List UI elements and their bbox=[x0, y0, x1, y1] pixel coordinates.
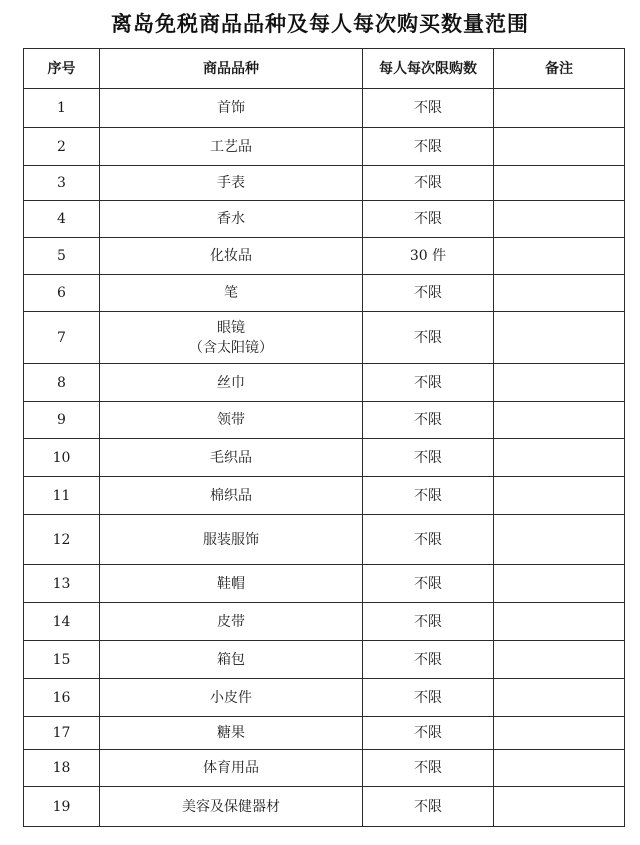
row-purchase-limit: 30 件 bbox=[363, 238, 494, 275]
table-row bbox=[24, 477, 625, 515]
row-remarks bbox=[494, 364, 625, 402]
row-purchase-limit: 不限 bbox=[363, 565, 494, 603]
row-product-category bbox=[100, 787, 363, 827]
row-remarks bbox=[494, 439, 625, 477]
row-product-category bbox=[100, 238, 363, 275]
row-product-category bbox=[100, 402, 363, 439]
product-name: 笔 bbox=[224, 285, 238, 301]
row-purchase-limit: 不限 bbox=[363, 787, 494, 827]
row-serial-number: 16 bbox=[24, 679, 100, 717]
row-serial-number: 11 bbox=[24, 477, 100, 515]
row-product-category bbox=[100, 515, 363, 565]
row-product-category bbox=[100, 312, 363, 364]
product-name: 工艺品 bbox=[210, 138, 252, 155]
row-product-category bbox=[100, 477, 363, 515]
table-row bbox=[24, 515, 625, 565]
row-product-category bbox=[100, 750, 363, 787]
row-remarks bbox=[494, 477, 625, 515]
row-remarks bbox=[494, 717, 625, 750]
product-name: 皮带 bbox=[217, 613, 245, 630]
row-product-category bbox=[100, 439, 363, 477]
product-name: 小皮件 bbox=[210, 689, 252, 706]
row-remarks bbox=[494, 128, 625, 166]
row-purchase-limit: 不限 bbox=[363, 364, 494, 402]
row-serial-number: 13 bbox=[24, 565, 100, 603]
row-remarks bbox=[494, 238, 625, 275]
row-remarks bbox=[494, 787, 625, 827]
row-remarks bbox=[494, 515, 625, 565]
product-name: 美容及保健器材 bbox=[182, 798, 280, 815]
row-purchase-limit: 不限 bbox=[363, 477, 494, 515]
table-row bbox=[24, 128, 625, 166]
purchase-limit-table bbox=[23, 48, 625, 827]
row-purchase-limit: 不限 bbox=[363, 439, 494, 477]
table-row bbox=[24, 238, 625, 275]
row-serial-number: 17 bbox=[24, 717, 100, 750]
row-serial-number: 6 bbox=[24, 275, 100, 312]
row-purchase-limit: 不限 bbox=[363, 641, 494, 679]
product-name: 糖果 bbox=[217, 725, 245, 741]
row-product-category bbox=[100, 89, 363, 128]
row-purchase-limit: 不限 bbox=[363, 603, 494, 641]
row-serial-number: 7 bbox=[24, 312, 100, 364]
header-remarks: 备注 bbox=[494, 49, 625, 89]
row-product-category bbox=[100, 201, 363, 238]
product-name: 首饰 bbox=[217, 100, 245, 116]
row-serial-number: 15 bbox=[24, 641, 100, 679]
row-serial-number: 1 bbox=[24, 89, 100, 128]
table-row bbox=[24, 603, 625, 641]
row-remarks bbox=[494, 166, 625, 201]
row-product-category bbox=[100, 364, 363, 402]
table-row bbox=[24, 717, 625, 750]
row-purchase-limit: 不限 bbox=[363, 402, 494, 439]
row-product-category bbox=[100, 275, 363, 312]
row-product-category bbox=[100, 641, 363, 679]
product-name: 化妆品 bbox=[210, 248, 252, 264]
table-body bbox=[24, 89, 625, 827]
product-note: （含太阳镜） bbox=[189, 339, 273, 356]
product-name: 手表 bbox=[217, 175, 245, 191]
table-row bbox=[24, 89, 625, 128]
header-product-category: 商品品种 bbox=[100, 49, 363, 89]
product-name: 服装服饰 bbox=[203, 531, 259, 548]
row-purchase-limit: 不限 bbox=[363, 166, 494, 201]
header-serial-number: 序号 bbox=[24, 49, 100, 89]
table-row bbox=[24, 201, 625, 238]
table-row bbox=[24, 787, 625, 827]
row-serial-number: 10 bbox=[24, 439, 100, 477]
row-remarks bbox=[494, 275, 625, 312]
table-row bbox=[24, 275, 625, 312]
row-remarks bbox=[494, 89, 625, 128]
product-name: 体育用品 bbox=[203, 760, 259, 776]
row-purchase-limit: 不限 bbox=[363, 128, 494, 166]
row-remarks bbox=[494, 565, 625, 603]
row-remarks bbox=[494, 750, 625, 787]
row-product-category bbox=[100, 679, 363, 717]
product-name: 鞋帽 bbox=[217, 575, 245, 592]
row-purchase-limit: 不限 bbox=[363, 275, 494, 312]
row-serial-number: 5 bbox=[24, 238, 100, 275]
table-row bbox=[24, 679, 625, 717]
row-serial-number: 19 bbox=[24, 787, 100, 827]
row-purchase-limit: 不限 bbox=[363, 750, 494, 787]
row-product-category bbox=[100, 603, 363, 641]
header-purchase-limit: 每人每次限购数 bbox=[363, 49, 494, 89]
row-product-category bbox=[100, 166, 363, 201]
row-purchase-limit: 不限 bbox=[363, 717, 494, 750]
row-remarks bbox=[494, 679, 625, 717]
table-row bbox=[24, 402, 625, 439]
row-serial-number: 2 bbox=[24, 128, 100, 166]
product-name: 毛织品 bbox=[210, 449, 252, 466]
page-title: 离岛免税商品品种及每人每次购买数量范围 bbox=[111, 12, 529, 36]
table-row bbox=[24, 565, 625, 603]
product-name: 眼镜 bbox=[217, 319, 245, 336]
row-remarks bbox=[494, 201, 625, 238]
row-purchase-limit: 不限 bbox=[363, 89, 494, 128]
row-purchase-limit: 不限 bbox=[363, 201, 494, 238]
row-product-category bbox=[100, 565, 363, 603]
row-product-category bbox=[100, 717, 363, 750]
row-serial-number: 12 bbox=[24, 515, 100, 565]
row-purchase-limit: 不限 bbox=[363, 312, 494, 364]
row-remarks bbox=[494, 603, 625, 641]
row-serial-number: 3 bbox=[24, 166, 100, 201]
table-row bbox=[24, 166, 625, 201]
row-remarks bbox=[494, 312, 625, 364]
row-remarks bbox=[494, 402, 625, 439]
row-purchase-limit: 不限 bbox=[363, 515, 494, 565]
row-remarks bbox=[494, 641, 625, 679]
row-product-category bbox=[100, 128, 363, 166]
row-purchase-limit: 不限 bbox=[363, 679, 494, 717]
row-serial-number: 4 bbox=[24, 201, 100, 238]
table-row bbox=[24, 750, 625, 787]
row-serial-number: 14 bbox=[24, 603, 100, 641]
product-name: 香水 bbox=[217, 211, 245, 227]
product-name: 箱包 bbox=[217, 651, 245, 668]
table-row bbox=[24, 312, 625, 364]
row-serial-number: 8 bbox=[24, 364, 100, 402]
table-row bbox=[24, 641, 625, 679]
product-name: 领带 bbox=[217, 412, 245, 428]
table-header-row bbox=[24, 49, 625, 89]
table-row bbox=[24, 439, 625, 477]
product-name: 丝巾 bbox=[217, 374, 245, 391]
table-row bbox=[24, 364, 625, 402]
row-serial-number: 9 bbox=[24, 402, 100, 439]
row-serial-number: 18 bbox=[24, 750, 100, 787]
product-name: 棉织品 bbox=[210, 487, 252, 504]
